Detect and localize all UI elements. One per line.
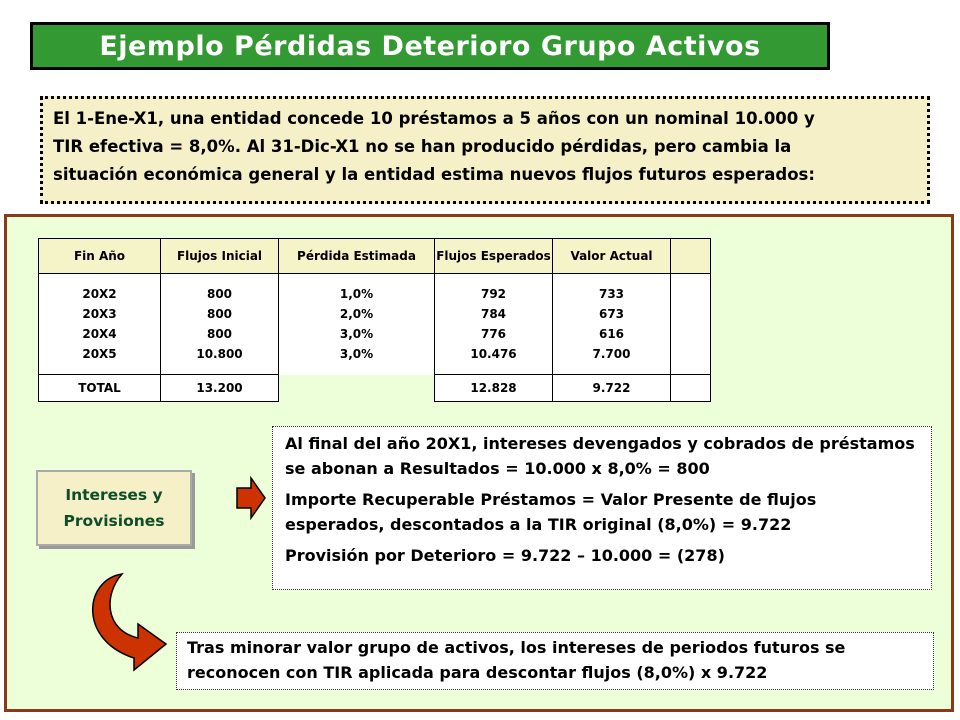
total-valor-actual: 9.722 <box>553 375 671 402</box>
table-cell: 800 <box>206 307 233 321</box>
header-blank <box>671 239 711 274</box>
intro-line-3: situación económica general y la entidad estima nuevos flujos futuros esperados: <box>53 165 815 184</box>
header-fin-ano: Fin Año <box>39 239 161 274</box>
note-importe-recuperable: Importe Recuperable Préstamos = Valor Presente de flujos esperados, descontados a la TIR original (8,0%) = 9.722 <box>285 490 817 534</box>
cash-flow-table <box>38 238 711 402</box>
table-cell: 7.700 <box>592 347 631 361</box>
right-arrow-icon <box>236 476 266 520</box>
intereses-provisiones-button[interactable] <box>36 470 192 546</box>
table-header-row <box>39 239 711 274</box>
note-provision: Provisión por Deterioro = 9.722 – 10.000 = (278) <box>285 546 725 565</box>
flujos-inicial-cell <box>161 274 279 375</box>
footer-note-box <box>176 632 934 690</box>
table-cell: 776 <box>480 327 507 341</box>
intro-box <box>40 96 930 204</box>
perdida-estimada-cell <box>279 274 435 375</box>
button-label-line-1: Intereses y <box>65 486 163 504</box>
intro-line-2: TIR efectiva = 8,0%. Al 31-Dic-X1 no se han producido pérdidas, pero cambia la <box>53 137 792 156</box>
table-cell: 3,0% <box>339 347 374 362</box>
table-cell: 10.476 <box>470 347 517 361</box>
table-cell: 20X5 <box>82 347 117 361</box>
header-perdida-estimada: Pérdida Estimada <box>279 239 435 274</box>
header-flujos-esperados: Flujos Esperados <box>435 239 553 274</box>
total-label: TOTAL <box>39 375 161 402</box>
table-cell: 800 <box>206 327 233 341</box>
table-cell: 733 <box>598 287 625 301</box>
table-body-row <box>39 274 711 375</box>
button-label-line-2: Provisiones <box>63 512 165 530</box>
flujos-esperados-cell <box>435 274 553 375</box>
title-banner <box>30 22 830 70</box>
total-perdida-empty <box>279 375 435 402</box>
valor-actual-cell <box>553 274 671 375</box>
table-total-row <box>39 375 711 402</box>
table-cell: 792 <box>480 287 507 301</box>
table-cell: 800 <box>206 287 233 301</box>
table-cell: 1,0% <box>339 287 374 302</box>
curved-arrow-icon <box>78 570 168 676</box>
notes-box <box>272 426 932 590</box>
table-cell: 20X4 <box>82 327 117 341</box>
table-cell: 10.800 <box>196 347 243 361</box>
table-cell: 20X2 <box>82 287 117 301</box>
header-valor-actual: Valor Actual <box>553 239 671 274</box>
intro-line-1: El 1-Ene-X1, una entidad concede 10 préstamos a 5 años con un nominal 10.000 y <box>53 109 815 128</box>
footer-note: Tras minorar valor grupo de activos, los intereses de periodos futuros se reconocen con TIR aplicada para descontar flujos (8,0%) x 9.722 <box>187 638 846 682</box>
table-cell: 3,0% <box>339 327 374 342</box>
table-cell: 2,0% <box>339 307 374 322</box>
header-flujos-inicial: Flujos Inicial <box>161 239 279 274</box>
total-flujos-inicial: 13.200 <box>161 375 279 402</box>
blank-cell <box>671 274 711 375</box>
total-flujos-esperados: 12.828 <box>435 375 553 402</box>
table-cell: 784 <box>480 307 507 321</box>
note-intereses: Al final del año 20X1, intereses devengados y cobrados de préstamos se abonan a Resultados = 10.000 x 8,0% = 800 <box>285 434 915 478</box>
page-title: Ejemplo Pérdidas Deterioro Grupo Activos <box>99 30 761 62</box>
table-cell: 20X3 <box>82 307 117 321</box>
table-cell: 673 <box>598 307 625 321</box>
years-cell <box>39 274 161 375</box>
total-blank <box>671 375 711 402</box>
table-cell: 616 <box>598 327 625 341</box>
